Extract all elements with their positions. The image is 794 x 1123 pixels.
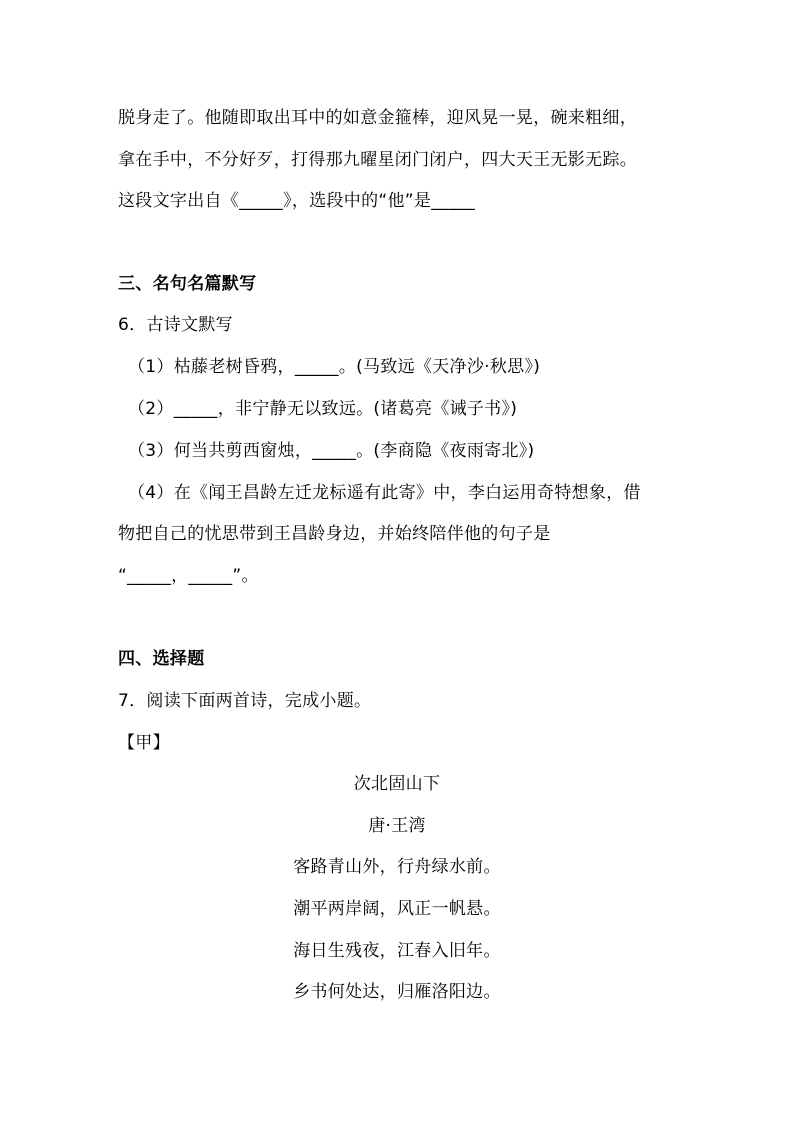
- question-6-item-4: （4）在《闻王昌龄左迁龙标遥有此寄》中，李白运用奇特想象，借: [128, 483, 641, 503]
- question-7-title: 7．阅读下面两首诗，完成小题。: [118, 691, 372, 711]
- poem-part-label: 【甲】: [118, 733, 170, 753]
- section-heading-4: 四、选择题: [118, 649, 205, 669]
- question-6-title: 6．古诗文默写: [118, 315, 233, 335]
- passage-line-3: 这段文字出自《_____》，选段中的“他”是_____: [118, 191, 476, 211]
- question-6-item-1: （1）枯藤老树昏鸦，_____。(马致远《天净沙·秋思》): [128, 357, 541, 377]
- section-heading-3: 三、名句名篇默写: [118, 274, 257, 294]
- poem-line-2: 潮平两岸阔，风正一帆悬。: [293, 899, 501, 919]
- passage-line-1: 脱身走了。他随即取出耳中的如意金箍棒，迎风晃一晃，碗来粗细，: [118, 108, 637, 128]
- poem-line-4: 乡书何处达，归雁洛阳边。: [293, 982, 501, 1002]
- poem-line-3: 海日生残夜，江春入旧年。: [293, 941, 501, 961]
- poem-title: 次北固山下: [353, 774, 441, 794]
- question-6-item-2: （2）_____，非宁静无以致远。(诸葛亮《诫子书》): [128, 399, 518, 419]
- question-6-item-4-cont: 物把自己的忧思带到王昌龄身边，并始终陪伴他的句子是: [118, 524, 551, 544]
- question-6-item-4-answer: “_____，_____”。: [118, 566, 259, 586]
- poem-author: 唐·王湾: [368, 816, 426, 836]
- poem-line-1: 客路青山外，行舟绿水前。: [293, 857, 501, 877]
- question-6-item-3: （3）何当共剪西窗烛，_____。(李商隐《夜雨寄北》): [128, 441, 535, 461]
- passage-line-2: 拿在手中，不分好歹，打得那九曜星闭门闭户，四大天王无影无踪。: [118, 150, 637, 170]
